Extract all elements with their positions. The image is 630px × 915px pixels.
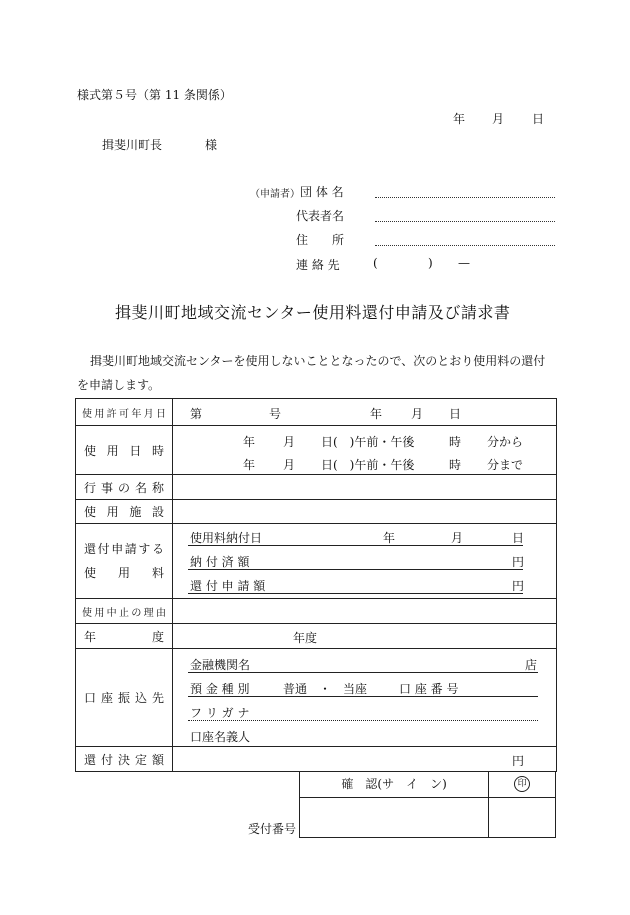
refund-decision-cell[interactable] xyxy=(173,747,557,772)
refund-decision-unit: 円 xyxy=(512,754,525,768)
account-cell[interactable] xyxy=(173,649,557,747)
group-name-field[interactable] xyxy=(375,197,555,198)
contact-label: 連 絡 先 xyxy=(296,258,340,272)
contact-paren-open: ( xyxy=(373,256,378,270)
contact-paren-close: ) xyxy=(428,256,433,270)
deposit-type-label: 預 金 種 別 xyxy=(190,682,250,696)
form-number: 様式第５号（第 11 条関係） xyxy=(77,88,232,102)
addressee-name: 揖斐川町長 xyxy=(102,138,163,152)
account-label: 口座振込先 xyxy=(84,691,164,705)
date-day-label: 日 xyxy=(532,112,545,126)
seal-mark: 印 xyxy=(514,776,530,792)
paid-date-month: 月 xyxy=(451,531,464,545)
facility-label-cell xyxy=(76,500,173,524)
usage-datetime-label: 使 用 日 時 xyxy=(84,443,164,458)
fiscal-year-label-cell xyxy=(76,624,173,649)
furigana-underline xyxy=(188,720,538,721)
usage-datetime-cell[interactable] xyxy=(173,426,557,475)
facility-cell[interactable] xyxy=(173,500,557,524)
application-table xyxy=(75,398,557,772)
refund-decision-label-cell xyxy=(76,747,173,772)
applicant-prefix: （申請者） xyxy=(250,189,300,200)
document-title: 揖斐川町地域交流センター使用料還付申請及び請求書 xyxy=(115,303,511,322)
usage-to-hour: 時 xyxy=(449,458,462,472)
usage-from-hour: 時 xyxy=(449,435,462,449)
usage-from-month: 月 xyxy=(283,435,296,449)
confirm-seal-cell[interactable] xyxy=(489,797,556,837)
paid-date-label: 使用料納付日 xyxy=(190,531,263,545)
confirm-label: 確 認(サ イ ン) xyxy=(341,777,447,792)
fiscal-year-cell[interactable] xyxy=(173,624,557,649)
permit-date-label: 使用許可年月日 xyxy=(82,408,166,420)
usage-datetime-label-cell xyxy=(76,426,173,475)
account-label-cell xyxy=(76,649,173,747)
representative-label: 代表者名 xyxy=(296,209,345,223)
date-year-label: 年 xyxy=(453,112,466,126)
usage-to-minute: 分まで xyxy=(487,458,524,472)
paid-date-underline xyxy=(188,545,523,546)
refund-fee-label-1: 還付申請する xyxy=(84,542,164,556)
usage-to-year: 年 xyxy=(243,458,256,472)
confirm-label-cell xyxy=(300,771,489,797)
refund-fee-label-2: 使 用 料 xyxy=(84,566,164,580)
group-name-label: 団 体 名 xyxy=(300,185,344,199)
intro-line-2: を申請します。 xyxy=(77,378,161,392)
permit-date-label-cell xyxy=(76,399,173,426)
facility-label: 使用施設 xyxy=(84,505,164,519)
permit-date-cell[interactable] xyxy=(173,399,557,426)
bank-underline xyxy=(188,672,538,673)
permit-year: 年 xyxy=(370,407,383,421)
permit-month: 月 xyxy=(411,407,424,421)
refund-amount-underline xyxy=(188,593,523,594)
confirm-sign-cell[interactable] xyxy=(300,797,489,837)
addressee-honorific: 様 xyxy=(205,138,218,152)
cancel-reason-label: 使用中止の理由 xyxy=(82,607,166,619)
paid-amount-underline xyxy=(188,569,523,570)
intro-line-1: 揖斐川町地域交流センターを使用しないこととなったので、次のとおり使用料の還付 xyxy=(90,354,546,368)
event-name-label-cell xyxy=(76,475,173,500)
seal-cell xyxy=(489,771,556,797)
account-holder-label: 口座名義人 xyxy=(190,730,251,744)
usage-to-day-ampm: 日( )午前・午後 xyxy=(321,458,415,472)
refund-amount-unit: 円 xyxy=(512,579,525,593)
deposit-underline xyxy=(188,696,538,697)
usage-from-day-ampm: 日( )午前・午後 xyxy=(321,435,415,449)
permit-day: 日 xyxy=(449,407,462,421)
fiscal-year-value: 年度 xyxy=(293,631,318,645)
furigana-label: フ リ ガ ナ xyxy=(190,706,250,720)
bank-branch-label: 店 xyxy=(525,658,538,672)
usage-to-month: 月 xyxy=(283,458,296,472)
event-name-label: 行事の名称 xyxy=(84,480,164,495)
representative-field[interactable] xyxy=(375,221,555,222)
date-month-label: 月 xyxy=(492,112,505,126)
refund-decision-label: 還付決定額 xyxy=(84,752,164,767)
fiscal-year-label: 年 度 xyxy=(84,629,164,644)
address-field[interactable] xyxy=(375,245,555,246)
address-label: 住 所 xyxy=(296,233,345,247)
cancel-reason-cell[interactable] xyxy=(173,599,557,624)
cancel-reason-label-cell xyxy=(76,599,173,624)
paid-date-year: 年 xyxy=(383,531,396,545)
permit-dai: 第 xyxy=(190,407,203,421)
receipt-number-label: 受付番号 xyxy=(248,822,297,836)
contact-dash: — xyxy=(458,256,470,270)
permit-go: 号 xyxy=(269,407,282,421)
paid-amount-unit: 円 xyxy=(512,555,525,569)
refund-fee-label-cell xyxy=(76,524,173,599)
paid-amount-label: 納 付 済 額 xyxy=(190,555,250,569)
deposit-type-options[interactable]: 普通 ・ 当座 xyxy=(283,682,368,696)
usage-from-minute: 分から xyxy=(487,435,524,449)
event-name-cell[interactable] xyxy=(173,475,557,500)
paid-date-day: 日 xyxy=(512,531,525,545)
bank-name-label: 金融機関名 xyxy=(190,658,251,672)
account-number-label: 口 座 番 号 xyxy=(399,682,459,696)
confirmation-box xyxy=(299,771,556,838)
refund-fee-cell[interactable] xyxy=(173,524,557,599)
usage-from-year: 年 xyxy=(243,435,256,449)
refund-amount-label: 還 付 申 請 額 xyxy=(190,579,266,593)
